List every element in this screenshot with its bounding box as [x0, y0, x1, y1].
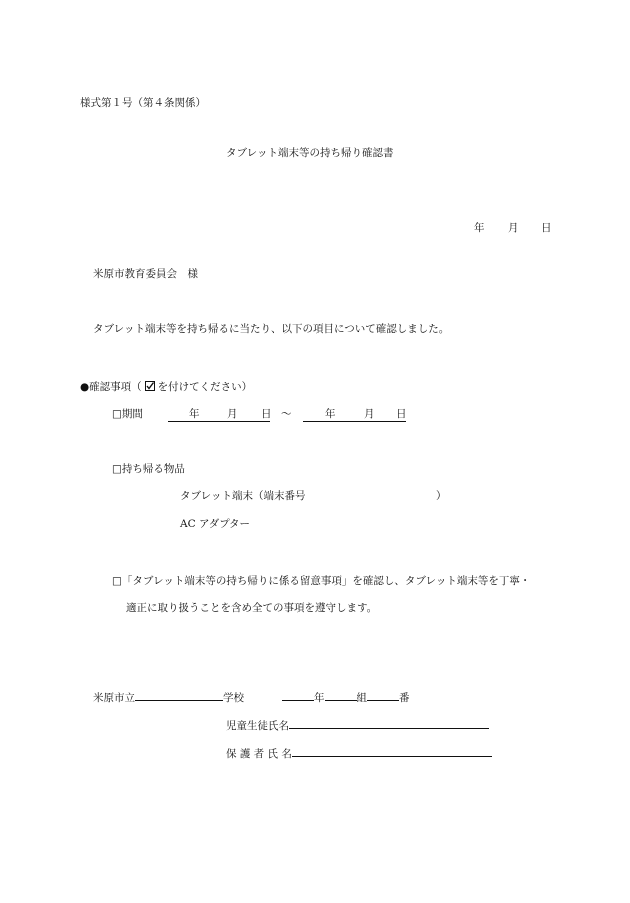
period-checkbox[interactable]: □期間 [112, 408, 143, 420]
intro-text: タブレット端末等を持ち帰るに当たり、以下の項目について確認しました。 [93, 323, 450, 335]
period-end-day: 日 [396, 408, 407, 420]
guardian-name-line [226, 744, 492, 760]
period-end-year: 年 [325, 408, 336, 420]
school-label: 学校 [223, 692, 244, 704]
period-start [168, 409, 270, 425]
period-end-month: 月 [364, 408, 375, 420]
period-start-field[interactable] [168, 409, 270, 422]
form-number: 様式第１号（第４条関係） [80, 97, 206, 109]
items-checkbox[interactable]: □持ち帰る物品 [112, 463, 185, 475]
grade-field[interactable] [282, 688, 314, 701]
period-start-month: 月 [227, 408, 238, 420]
item-tablet-close: ） [436, 490, 447, 502]
student-name-field[interactable] [289, 716, 489, 729]
period-start-day: 日 [261, 408, 272, 420]
school-name-field[interactable] [135, 688, 223, 701]
school-line [93, 688, 244, 704]
number-field[interactable] [367, 688, 399, 701]
period-tilde: ～ [281, 408, 292, 420]
guardian-name-label: 保 護 者 氏 名 [226, 748, 292, 760]
item-tablet: タブレット端末（端末番号 [180, 490, 306, 502]
grade-label: 年 [314, 692, 325, 704]
date-day-label: 日 [541, 222, 552, 234]
number-label: 番 [399, 692, 410, 704]
item-adapter: AC アダプター [180, 518, 250, 530]
document-title: タブレット端末等の持ち帰り確認書 [226, 147, 394, 159]
period-end [303, 409, 406, 425]
date-year-label: 年 [474, 222, 485, 234]
confirm-heading-suffix: を付けてください） [157, 381, 253, 393]
pledge-line2: 適正に取り扱うことを含め全ての事項を遵守します。 [126, 602, 378, 614]
period-start-year: 年 [189, 408, 200, 420]
pledge-checkbox-line1[interactable]: □「タブレット端末等の持ち帰りに係る留意事項」を確認し、タブレット端末等を丁寧・ [112, 575, 531, 587]
date-month-label: 月 [508, 222, 519, 234]
student-name-label: 児童生徒氏名 [226, 720, 289, 732]
checkmark-box-icon [145, 381, 155, 391]
confirm-heading [80, 381, 252, 393]
student-name-line [226, 716, 489, 732]
class-line [282, 688, 410, 704]
class-label: 組 [356, 692, 367, 704]
period-end-field[interactable] [303, 409, 406, 422]
confirm-heading-prefix: ●確認事項（ [80, 381, 142, 393]
guardian-name-field[interactable] [292, 744, 492, 757]
addressee: 米原市教育委員会 様 [93, 268, 198, 280]
school-city-label: 米原市立 [93, 692, 135, 704]
class-field[interactable] [325, 688, 357, 701]
